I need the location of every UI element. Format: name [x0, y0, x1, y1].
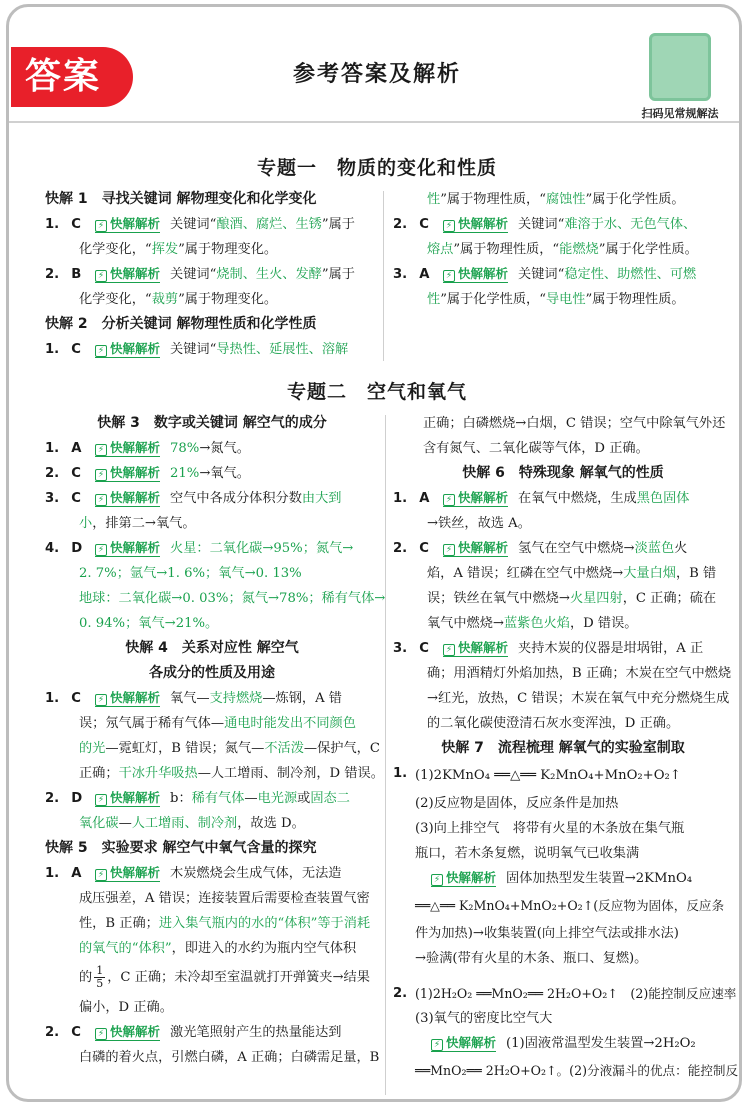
answer-item: 3. C ⚡ 快解解析 夹持木炭的仪器是坩埚钳，A 正 确；用酒精灯外焰加热，B 正确；木炭在空气中燃烧 →红光，放热，C 错误；木炭在氧气中充分燃烧生成 的二氧化碳使澄清石灰水变浑浊，D 正确。	[393, 640, 732, 731]
answer-item: 1. A ⚡ 快解解析 在氧气中燃烧，生成黑色固体 →铁丝，故选 A。	[393, 490, 690, 531]
lightning-icon: ⚡	[95, 794, 107, 806]
answer-item: 2. B ⚡ 快解解析 关键词“烧制、生火、发酵”属于 化学变化，“裁剪”属于物理变化。	[45, 266, 355, 307]
quick-analysis-tag: ⚡ 快解解析	[95, 864, 160, 882]
lightning-icon: ⚡	[431, 874, 443, 886]
quick-analysis-tag: ⚡ 快解解析	[443, 489, 508, 507]
answer-item: 1. C ⚡ 快解解析 氧气—支持燃烧—炼钢，A 错 误；氖气属于稀有气体—通电时能发出不同颜色 的光—霓虹灯，B 错误；氮气—不活泼—保护气，C 正确；干冰升华吸热—人工增雨、制冷剂，D 错误。	[45, 690, 384, 781]
quick-analysis-tag: ⚡ 快解解析	[431, 869, 496, 887]
answer-page	[6, 4, 742, 1102]
quick-analysis-tag: ⚡ 快解解析	[95, 789, 160, 807]
answer-item: 2. C ⚡ 快解解析 氢气在空气中燃烧→淡蓝色火 焰，A 错误；红磷在空气中燃烧→大量白烟，B 错 误；铁丝在氧气中燃烧→火星四射，C 正确；硫在 氧气中燃烧→蓝紫色火焰，D 错误。	[393, 540, 717, 631]
lightning-icon: ⚡	[443, 494, 455, 506]
lightning-icon: ⚡	[95, 220, 107, 232]
section-title-1: 专题一 物质的变化和性质	[256, 157, 497, 179]
lightning-icon: ⚡	[95, 469, 107, 481]
answer-item: 2. C ⚡ 快解解析 关键词“难溶于水、无色气体、 熔点”属于物理性质，“能燃烧”属于化学性质。	[393, 216, 698, 257]
answer-item: 2. C ⚡ 快解解析 21%→氧气。	[45, 465, 250, 481]
subheading-kj7: 快解 7 流程梳理 解氧气的实验室制取	[441, 740, 685, 756]
section2-right-column: 正确；白磷燃烧→白烟，C 错误；空气中除氧气外还 含有氮气、二氧化碳等气体，D 正确。 快解 6 特殊现象 解氧气的性质 1. A ⚡ 快解解析 在氧气中燃烧，生成黑色固体 →铁丝，故选 A。 2. C ⚡ 快解解析 氢气在空气中燃烧→淡蓝色火 焰，A 错误；红磷在空气中燃烧→大量白烟，B 错 误；铁丝在氧气中燃烧→火星四射，C 正确；硫在 氧气中燃烧→蓝紫色火焰，D 错误。 3. C ⚡ 快解解析 夹持木炭的仪器是坩埚钳，A 正 确；用酒精灯外焰加热，B 正确；木炭在空气中燃烧 →红光，放热，C 错误；木炭在氧气中充分燃烧生成 的二氧化碳使澄清石灰水变浑浊，D 正确。 快解 7 流程梳理 解氧气的实验室制取 1. (1)2KMnO₄ ══△══ K₂MnO₄+MnO₂+O₂↑ (2)反应物是固体，反应条件是加热 (3)向上排空气 将带有火星的木条放在集气瓶 瓶口，若木条复燃，说明氧气已收集满 ⚡ 快解解析 固体加热型发生装置→2KMnO₄ ══△══ K₂MnO₄+MnO₂+O₂↑(反应物为固体，反应条 件为加热)→收集装置(向上排空气法或排水法) →验满(带有火星的木条、瓶口、复燃)。 2. (1)2H₂O₂ ══MnO₂══ 2H₂O+O₂↑ (2)能控制反应速率 (3)氧气的密度比空气大 ⚡ 快解解析 (1)固液常温型发生装置→2H₂O₂ ══MnO₂══ 2H₂O+O₂↑。(2)分液漏斗的优点：能控制反	[393, 411, 733, 1086]
answer-badge: 答案	[11, 47, 133, 107]
answer-item: 2. C ⚡ 快解解析 激光笔照射产生的热量能达到 白磷的着火点，引燃白磷，A 正确；白磷需足量，B	[45, 1024, 380, 1065]
lightning-icon: ⚡	[443, 644, 455, 656]
answer-item: 1. A ⚡ 快解解析 78%→氮气。	[45, 440, 250, 456]
subheading-kj4: 快解 4 关系对应性 解空气	[125, 640, 299, 656]
lightning-icon: ⚡	[95, 544, 107, 556]
quick-analysis-tag: ⚡ 快解解析	[95, 439, 160, 457]
quick-analysis-tag: ⚡ 快解解析	[95, 464, 160, 482]
column-divider	[383, 191, 384, 361]
subheading-kj3: 快解 3 数字或关键词 解空气的成分	[97, 415, 327, 431]
quick-analysis-tag: ⚡ 快解解析	[95, 689, 160, 707]
answer-item: 1. (1)2KMnO₄ ══△══ K₂MnO₄+MnO₂+O₂↑ (2)反应物是固体，反应条件是加热 (3)向上排空气 将带有火星的木条放在集气瓶 瓶口，若木条复燃，说明氧气已收集满 ⚡ 快解解析 固体加热型发生装置→2KMnO₄ ══△══ K₂MnO₄+MnO₂+O₂↑(反应物为固体，反应条 件为加热)→收集装置(向上排空气法或排水法) →验满(带有火星的木条、瓶口、复燃)。	[393, 766, 725, 966]
lightning-icon: ⚡	[443, 544, 455, 556]
quick-analysis-tag: ⚡ 快解解析	[443, 639, 508, 657]
answer-item: 4. D ⚡ 快解解析 火星：二氧化碳→95%；氮气→ 2. 7%；氩气→1. 6%；氧气→0. 13% 地球：二氧化碳→0. 03%；氮气→78%；稀有气体→ 0. 94%；氧气→21%。	[45, 540, 386, 631]
quick-analysis-tag: ⚡ 快解解析	[95, 539, 160, 557]
side-tab[interactable]	[741, 493, 742, 643]
quick-analysis-tag: ⚡ 快解解析	[95, 1023, 160, 1041]
quick-analysis-tag: ⚡ 快解解析	[95, 489, 160, 507]
lightning-icon: ⚡	[95, 444, 107, 456]
subheading-kj2: 快解 2 分析关键词 解物理性质和化学性质	[45, 316, 317, 332]
section-title-2: 专题二 空气和氧气	[286, 381, 467, 403]
lightning-icon: ⚡	[95, 694, 107, 706]
answer-item: 3. C ⚡ 快解解析 空气中各成分体积分数由大到 小，排第二→氧气。	[45, 490, 342, 531]
subheading-kj4-line2: 各成分的性质及用途	[149, 665, 275, 681]
lightning-icon: ⚡	[443, 220, 455, 232]
answer-item: 1. C ⚡ 快解解析 关键词“导热性、延展性、溶解	[45, 341, 349, 357]
page-header	[9, 7, 739, 119]
quick-analysis-tag: ⚡ 快解解析	[443, 539, 508, 557]
answer-item: 1. A ⚡ 快解解析 木炭燃烧会生成气体，无法造 成压强差，A 错误；连接装置后需要检查装置气密 性，B 正确；进入集气瓶内的水的“体积”等于消耗 的氧气的“体积”，即进入的水约为瓶内空气体积 的 $\frac{1}{5}$ ，C 正确；未冷却至室温就打开弹簧夹→结果 偏小，D 正确。	[45, 865, 371, 1015]
fraction-one-fifth: $\frac{1}{5}$	[96, 964, 104, 990]
section2-left-column	[45, 411, 386, 1070]
quick-analysis-tag: ⚡ 快解解析	[95, 340, 160, 358]
lightning-icon: ⚡	[431, 1039, 443, 1051]
subheading-kj6: 快解 6 特殊现象 解氧气的性质	[462, 465, 664, 481]
lightning-icon: ⚡	[95, 869, 107, 881]
qr-code-icon[interactable]	[649, 33, 711, 101]
quick-analysis-tag: ⚡ 快解解析	[443, 215, 508, 233]
answer-item: 3. A ⚡ 快解解析 关键词“稳定性、助燃性、可燃 性”属于化学性质，“导电性”属于物理性质。	[393, 266, 697, 307]
section1-left-column	[45, 187, 375, 362]
section1-right-column: 性”属于物理性质，“腐蚀性”属于化学性质。 2. C ⚡ 快解解析 关键词“难溶于水、无色气体、 熔点”属于物理性质，“能燃烧”属于化学性质。 3. A ⚡ 快解解析 关键词“稳定性、助燃性、可燃 性”属于化学性质，“导电性”属于物理性质。	[393, 187, 729, 312]
subheading-kj1: 快解 1 寻找关键词 解物理变化和化学变化	[45, 191, 317, 207]
lightning-icon: ⚡	[95, 494, 107, 506]
quick-analysis-tag: ⚡ 快解解析	[95, 265, 160, 283]
lightning-icon: ⚡	[443, 270, 455, 282]
lightning-icon: ⚡	[95, 270, 107, 282]
answer-item: 2. D ⚡ 快解解析 b：稀有气体—电光源或固态二 氧化碳—人工增雨、制冷剂，故选 D。	[45, 790, 350, 831]
quick-analysis-tag: ⚡ 快解解析	[443, 265, 508, 283]
column-divider	[385, 415, 386, 1095]
qr-label: 扫码见常规解法	[641, 107, 719, 120]
page-title: 参考答案及解析	[292, 62, 461, 87]
quick-analysis-tag: ⚡ 快解解析	[431, 1034, 496, 1052]
lightning-icon: ⚡	[95, 1028, 107, 1040]
answer-item: 2. (1)2H₂O₂ ══MnO₂══ 2H₂O+O₂↑ (2)能控制反应速率 (3)氧气的密度比空气大 ⚡ 快解解析 (1)固液常温型发生装置→2H₂O₂ ══MnO₂══ 2H₂O+O₂↑。(2)分液漏斗的优点：能控制反	[393, 986, 739, 1078]
answer-item: 1. C ⚡ 快解解析 关键词“酿酒、腐烂、生锈”属于 化学变化，“挥发”属于物理变化。	[45, 216, 355, 257]
quick-analysis-tag: ⚡ 快解解析	[95, 215, 160, 233]
lightning-icon: ⚡	[95, 345, 107, 357]
subheading-kj5: 快解 5 实验要求 解空气中氧气含量的探究	[45, 840, 317, 856]
header-divider	[9, 121, 742, 123]
